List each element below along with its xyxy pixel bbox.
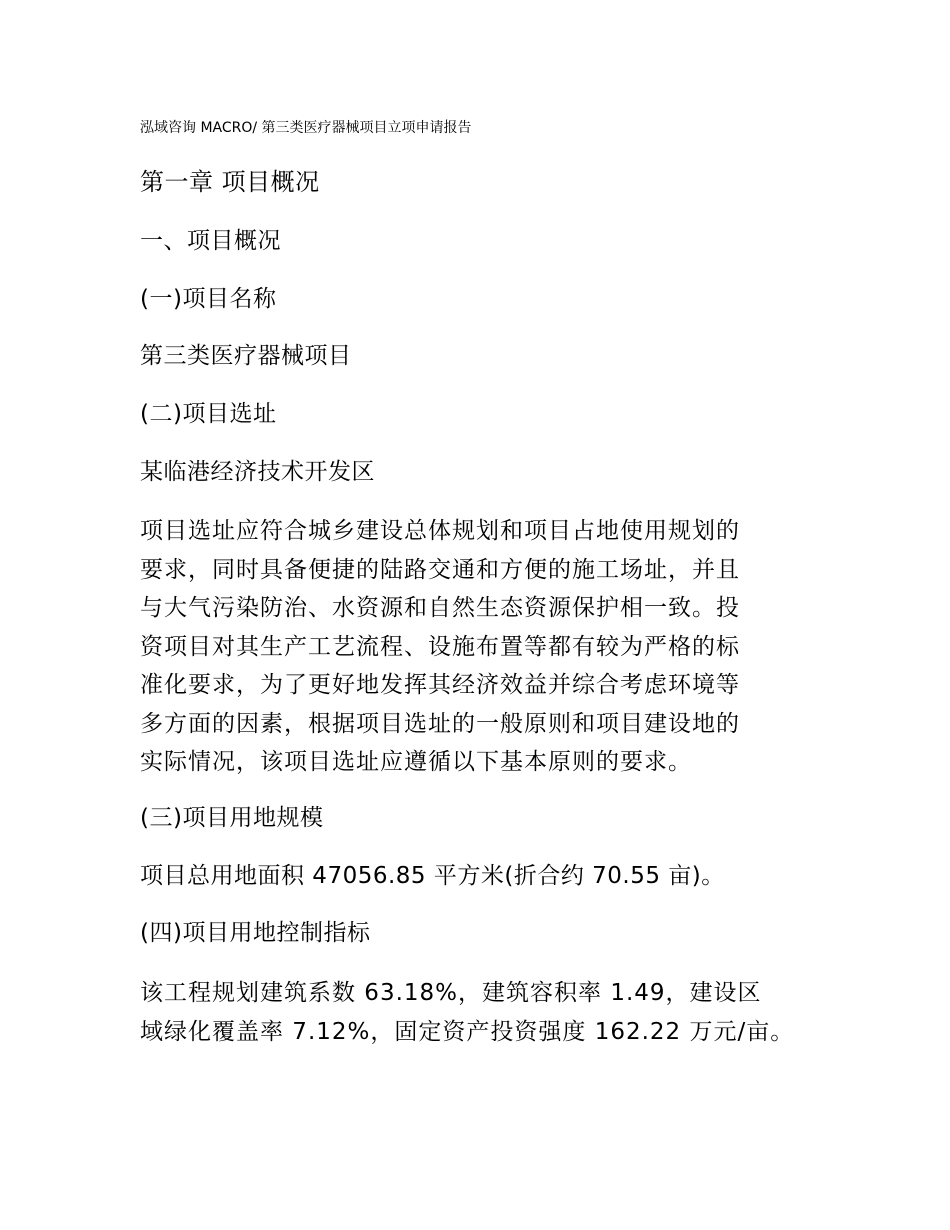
chapter-title: 第一章 项目概况 (140, 168, 320, 196)
item-heading-land-scale: (三)项目用地规模 (140, 805, 324, 831)
paragraph-line: 项目选址应符合城乡建设总体规划和项目占地使用规划的 (140, 518, 740, 544)
running-header: 泓域咨询 MACRO/ 第三类医疗器械项目立项申请报告 (140, 120, 472, 136)
paragraph-line: 准化要求，为了更好地发挥其经济效益并综合考虑环境等 (140, 672, 740, 698)
paragraph-line: 多方面的因素，根据项目选址的一般原则和项目建设地的 (140, 710, 740, 737)
paragraph-line: 与大气污染防治、水资源和自然生态资源保护相一致。投 (140, 595, 740, 621)
project-name-value: 第三类医疗器械项目 (140, 343, 352, 369)
site-principles-paragraph (140, 512, 830, 782)
land-indicators-paragraph (140, 974, 840, 1052)
paragraph-line: 资项目对其生产工艺流程、设施布置等都有较为严格的标 (140, 633, 740, 660)
paragraph-line: 实际情况，该项目选址应遵循以下基本原则的要求。 (140, 749, 692, 775)
item-heading-land-indicators: (四)项目用地控制指标 (140, 920, 371, 946)
paragraph-line: 该工程规划建筑系数 63.18%，建筑容积率 1.49，建设区 (140, 980, 762, 1006)
item-heading-project-name: (一)项目名称 (140, 286, 277, 312)
paragraph-line: 域绿化覆盖率 7.12%，固定资产投资强度 162.22 万元/亩。 (140, 1019, 795, 1045)
land-scale-value: 项目总用地面积 47056.85 平方米(折合约 70.55 亩)。 (140, 863, 725, 889)
paragraph-line: 要求，同时具备便捷的陆路交通和方便的施工场址，并且 (140, 556, 740, 583)
item-heading-site: (二)项目选址 (140, 401, 277, 427)
site-value: 某临港经济技术开发区 (140, 459, 375, 485)
section-heading: 一、项目概况 (140, 228, 281, 254)
